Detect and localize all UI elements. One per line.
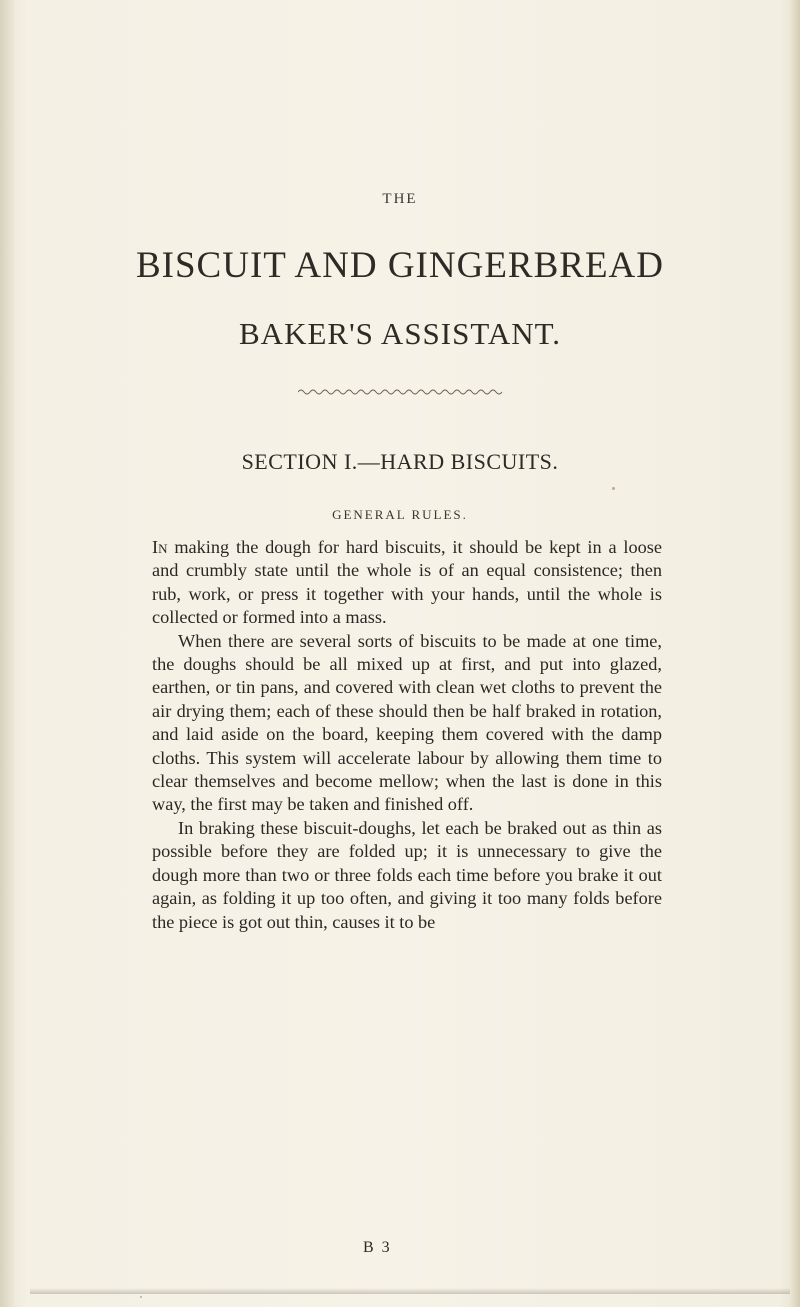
paragraph (152, 536, 662, 630)
paragraph-text: making the dough for hard biscuits, it should be kept in a loose and crumbly state until the whole is of an equal consistence; then rub, work, or press it together with your hands, until the whole is collected or formed into a mass. (152, 537, 662, 628)
book-subtitle: BAKER'S ASSISTANT. (239, 316, 561, 351)
page-shadow (30, 1288, 790, 1294)
paragraph-text: When there are several sorts of biscuits to be made at one time, the doughs should be all mixed up at first, and put into glazed, earthen, or tin pans, and covered with clean wet cloths to prevent the air drying them; each of these should then be half braked in rotation, and laid aside on the board, keeping them covered with the damp cloths. This system will accelerate labour by allowing them time to clear themselves and become mellow; when the last is done in this way, the first may be taken and finished off. (152, 630, 662, 815)
paper-speck (140, 1296, 142, 1298)
section-subheading: GENERAL RULES. (332, 507, 468, 522)
section-heading: SECTION I.—HARD BISCUITS. (241, 449, 559, 474)
paragraph (152, 630, 662, 817)
paragraph (152, 817, 662, 934)
signature-mark: B 3 (363, 1239, 392, 1256)
paper-speck (612, 487, 615, 490)
paragraph-text: In braking these biscuit-doughs, let each be braked out as thin as possible before they are folded up; it is unnecessary to give the dough more than two or three folds each time before you brake it out again, as folding it up too often, and giving it too many folds before the piece is got out thin, causes it to be (152, 817, 662, 932)
paragraph-lead: In (152, 537, 168, 557)
book-title: BISCUIT AND GINGERBREAD (135, 245, 664, 286)
body-text (152, 536, 662, 934)
ornamental-rule (298, 387, 503, 397)
title-article: THE (382, 191, 418, 207)
